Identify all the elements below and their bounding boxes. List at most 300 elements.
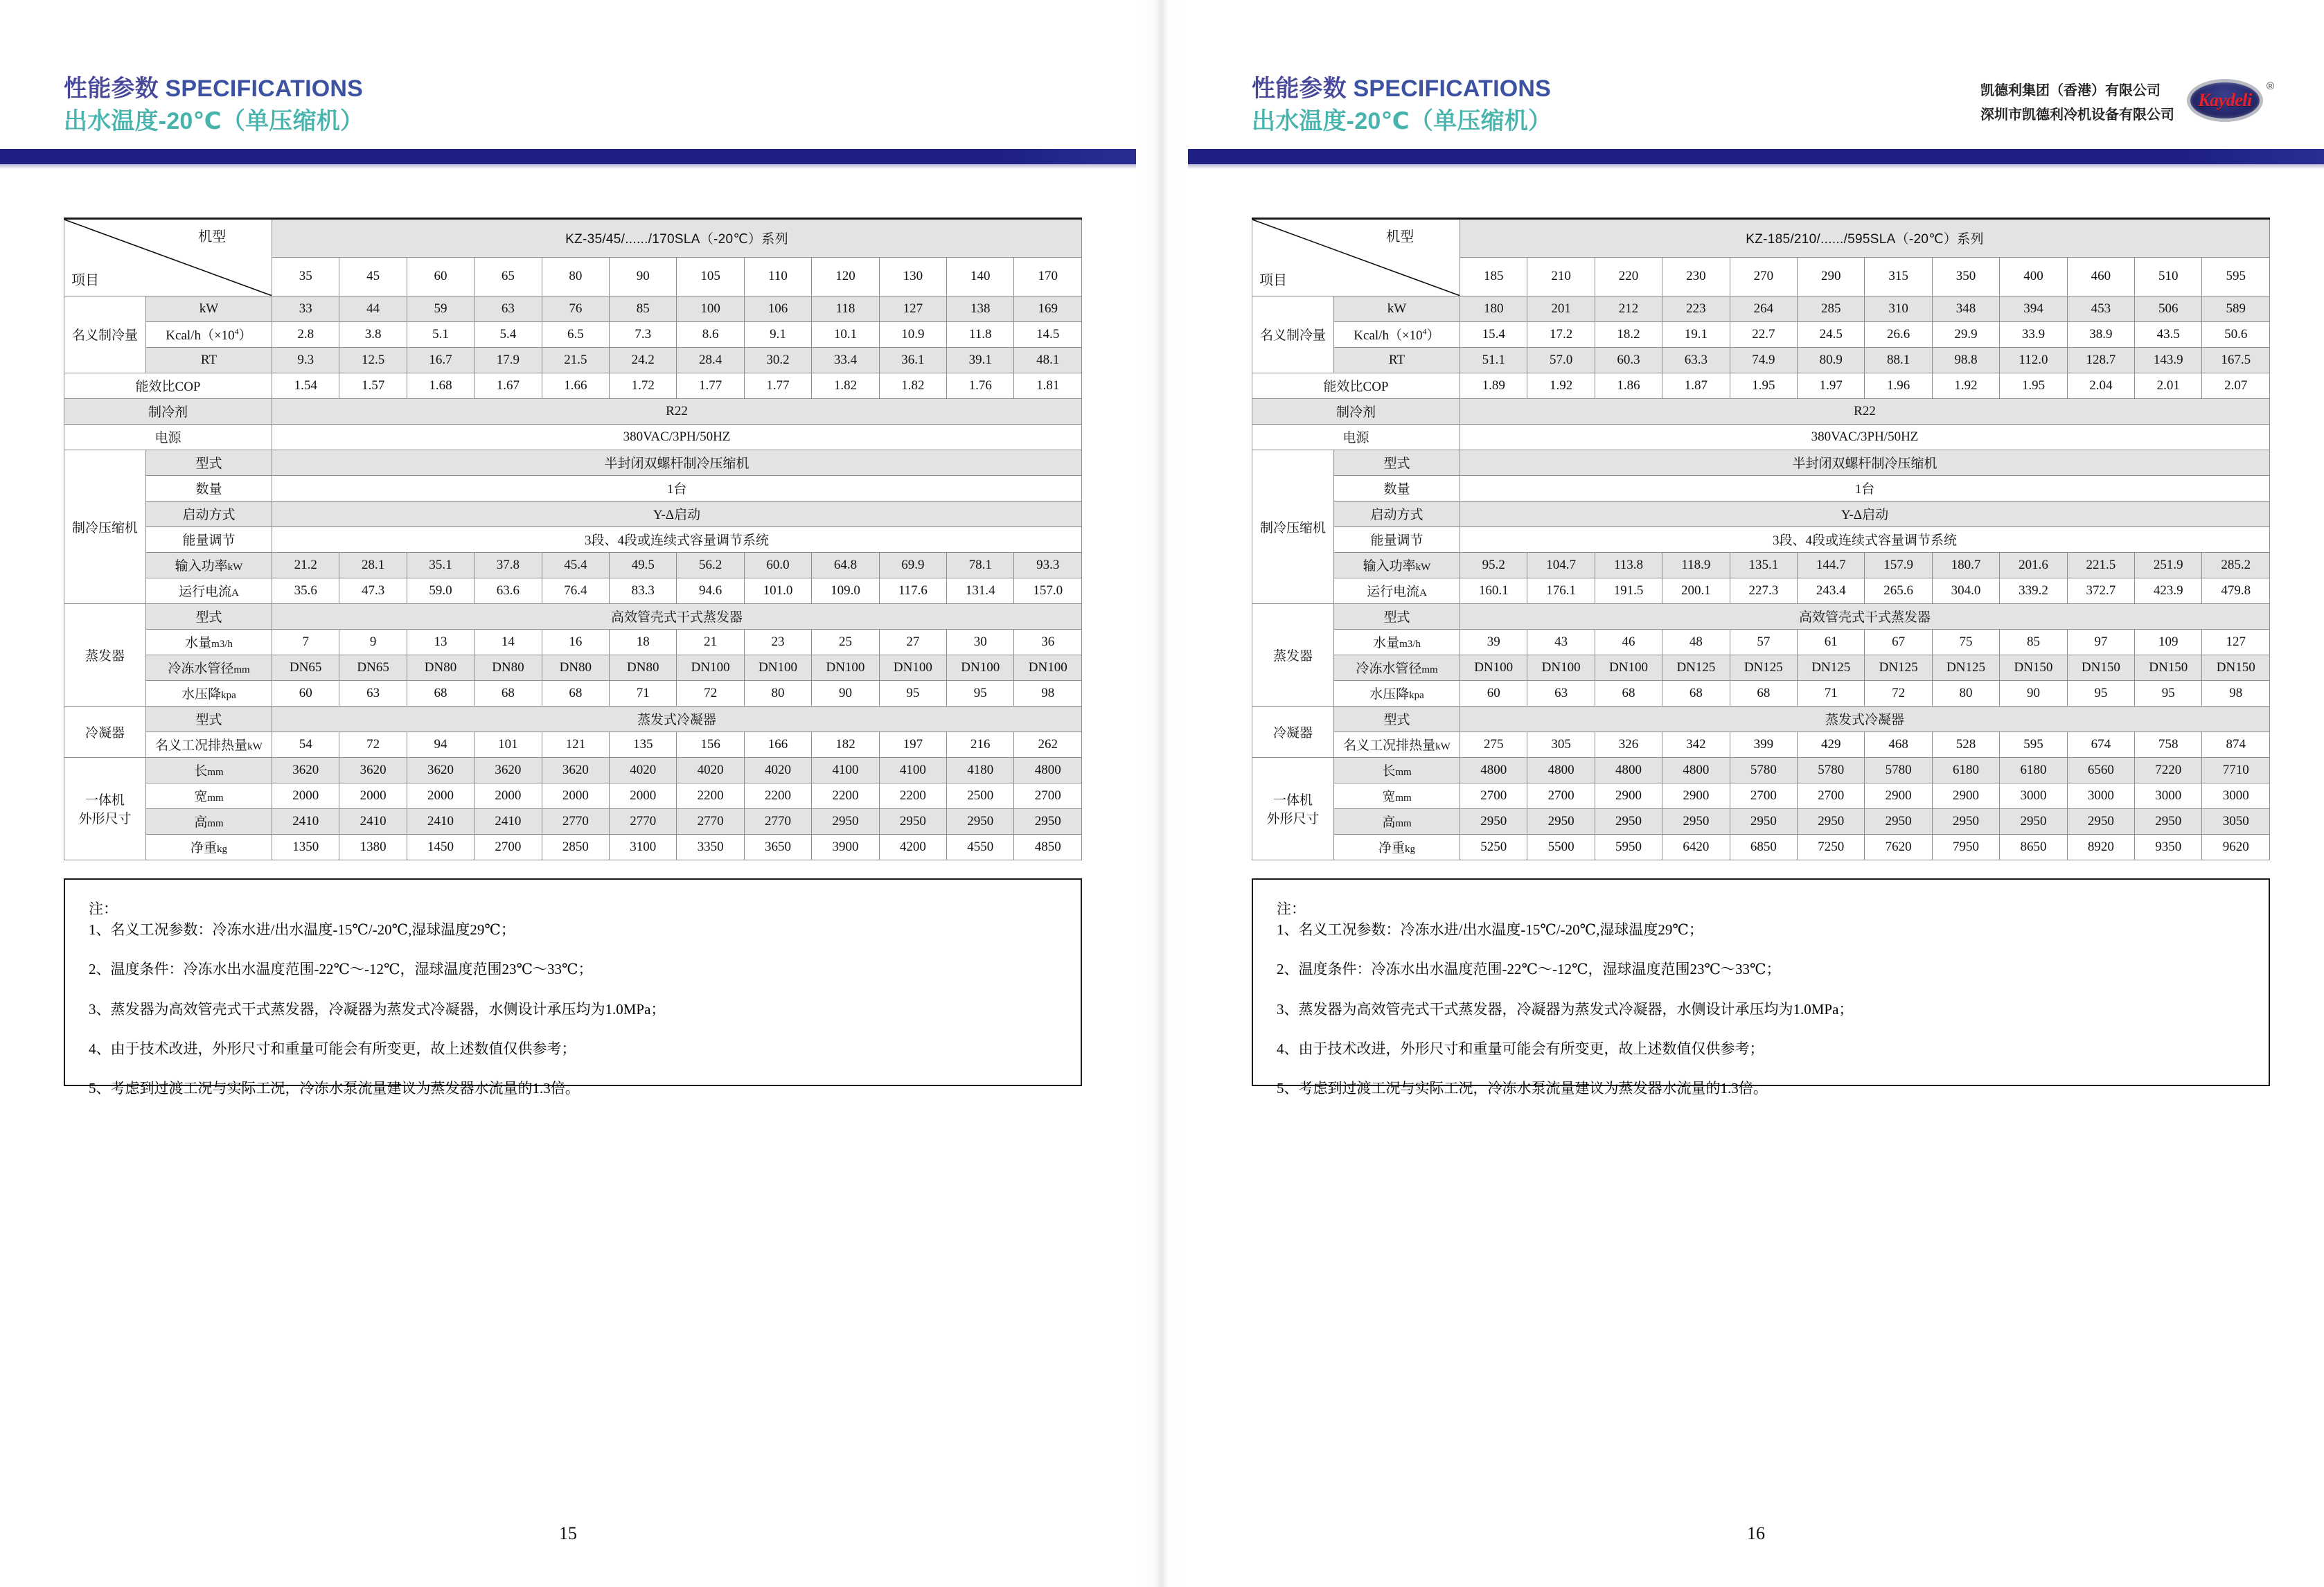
data-cell: 167.5 — [2202, 347, 2270, 373]
data-cell: 30.2 — [744, 347, 811, 373]
data-cell: 5780 — [1730, 757, 1797, 783]
merged-value-cell: R22 — [272, 398, 1082, 424]
data-cell: 7.3 — [610, 321, 677, 347]
model-header-cell: 210 — [1527, 257, 1595, 296]
data-cell: 68 — [474, 680, 542, 706]
data-cell: 5250 — [1460, 834, 1527, 860]
logo-oval-icon — [2187, 79, 2263, 122]
data-cell: 2.8 — [272, 321, 339, 347]
data-cell: 94 — [407, 732, 474, 757]
row-label: 能量调节 — [1334, 526, 1460, 552]
data-cell: 4100 — [879, 757, 946, 783]
section-label-evaporator: 蒸发器 — [64, 603, 146, 706]
data-cell: 85 — [610, 296, 677, 321]
data-cell: 3.8 — [339, 321, 407, 347]
data-cell: 1.86 — [1595, 373, 1662, 398]
data-cell: DN100 — [947, 655, 1014, 680]
table-row — [64, 552, 1082, 578]
merged-value-cell: 380VAC/3PH/50HZ — [272, 424, 1082, 450]
row-label: 制冷剂 — [1252, 398, 1460, 424]
data-cell: 265.6 — [1865, 578, 1932, 603]
table-row — [1252, 757, 2270, 783]
table-row — [1252, 424, 2270, 450]
group-label: 名义制冷量 — [1252, 296, 1334, 373]
row-label: 水量m3/h — [146, 629, 272, 655]
data-cell: 131.4 — [947, 578, 1014, 603]
data-cell: DN65 — [339, 655, 407, 680]
data-cell: 1380 — [339, 834, 407, 860]
data-cell: 275 — [1460, 732, 1527, 757]
page-number: 16 — [1747, 1523, 1765, 1543]
data-cell: 33.4 — [812, 347, 879, 373]
data-cell: 216 — [947, 732, 1014, 757]
data-cell: 4800 — [1595, 757, 1662, 783]
data-cell: DN100 — [1460, 655, 1527, 680]
data-cell: DN80 — [407, 655, 474, 680]
data-cell: DN100 — [744, 655, 811, 680]
data-cell: 72 — [339, 732, 407, 757]
data-cell: 93.3 — [1014, 552, 1082, 578]
model-header-cell: 60 — [407, 257, 474, 296]
merged-value-cell: R22 — [1460, 398, 2270, 424]
data-cell: 4800 — [1014, 757, 1082, 783]
data-cell: 223 — [1662, 296, 1730, 321]
data-cell: 479.8 — [2202, 578, 2270, 603]
data-cell: 33.9 — [2000, 321, 2067, 347]
model-header-cell: 595 — [2202, 257, 2270, 296]
data-cell: 758 — [2135, 732, 2202, 757]
data-cell: 48.1 — [1014, 347, 1082, 373]
data-cell: 191.5 — [1595, 578, 1662, 603]
data-cell: 24.2 — [610, 347, 677, 373]
data-cell: 15.4 — [1460, 321, 1527, 347]
page-number: 15 — [559, 1523, 577, 1543]
note-item: 2、温度条件：冷冻水出水温度范围-22℃～-12℃，湿球温度范围23℃～33℃； — [89, 961, 593, 978]
data-cell: 138 — [947, 296, 1014, 321]
page-subtitle-right: 出水温度-20℃（单压缩机） — [1252, 108, 1552, 135]
model-header-cell: 45 — [339, 257, 407, 296]
table-row — [64, 501, 1082, 526]
data-cell: 39.1 — [947, 347, 1014, 373]
data-cell: 468 — [1865, 732, 1932, 757]
header-bar-shadow-right — [1188, 164, 2324, 169]
table-row — [1252, 834, 2270, 860]
logo-wordmark: Kaydeli — [2198, 90, 2252, 110]
data-cell: 23 — [744, 629, 811, 655]
data-cell: 2700 — [1798, 783, 1865, 808]
data-cell: 339.2 — [2000, 578, 2067, 603]
table-row — [64, 680, 1082, 706]
header-accent-bar-right — [1188, 149, 2324, 164]
data-cell: 6850 — [1730, 834, 1797, 860]
row-label: 高mm — [1334, 808, 1460, 834]
data-cell: 4200 — [879, 834, 946, 860]
data-cell: DN100 — [1014, 655, 1082, 680]
data-cell: 6.5 — [542, 321, 609, 347]
header-bar-shadow — [0, 164, 1136, 169]
data-cell: 2000 — [272, 783, 339, 808]
data-cell: 69.9 — [879, 552, 946, 578]
data-cell: 2700 — [1527, 783, 1595, 808]
company-block — [1980, 75, 2324, 127]
data-cell: 251.9 — [2135, 552, 2202, 578]
data-cell: DN80 — [542, 655, 609, 680]
data-cell: 90 — [812, 680, 879, 706]
page-subtitle: 出水温度-20℃（单压缩机） — [64, 108, 364, 135]
data-cell: 4100 — [812, 757, 879, 783]
data-cell: 54 — [272, 732, 339, 757]
section-label-condenser: 冷凝器 — [64, 706, 146, 757]
data-cell: 160.1 — [1460, 578, 1527, 603]
data-cell: 35.6 — [272, 578, 339, 603]
data-cell: 43.5 — [2135, 321, 2202, 347]
data-cell: 85 — [2000, 629, 2067, 655]
data-cell: 3900 — [812, 834, 879, 860]
data-cell: 59 — [407, 296, 474, 321]
table-row — [1252, 450, 2270, 475]
data-cell: 1.57 — [339, 373, 407, 398]
data-cell: 2950 — [1865, 808, 1932, 834]
data-cell: 2950 — [1798, 808, 1865, 834]
data-cell: 61 — [1798, 629, 1865, 655]
data-cell: 3000 — [2067, 783, 2134, 808]
data-cell: 3620 — [272, 757, 339, 783]
data-cell: 348 — [1932, 296, 1999, 321]
data-cell: 95 — [947, 680, 1014, 706]
row-label: 冷冻水管径mm — [146, 655, 272, 680]
data-cell: 2200 — [677, 783, 744, 808]
table-row — [1252, 398, 2270, 424]
table-row — [64, 424, 1082, 450]
data-cell: 4020 — [610, 757, 677, 783]
merged-value-cell: Y-Δ启动 — [272, 501, 1082, 526]
row-label: 型式 — [1334, 450, 1460, 475]
data-cell: 264 — [1730, 296, 1797, 321]
data-cell: 6180 — [2000, 757, 2067, 783]
data-cell: 128.7 — [2067, 347, 2134, 373]
section-label-condenser: 冷凝器 — [1252, 706, 1334, 757]
spec-table — [1252, 218, 2270, 860]
data-cell: 121 — [542, 732, 609, 757]
table-corner-cell: 机型 项目 — [64, 218, 272, 296]
data-cell: 16.7 — [407, 347, 474, 373]
model-header-cell: 120 — [812, 257, 879, 296]
data-cell: 100 — [677, 296, 744, 321]
table-row — [1252, 603, 2270, 629]
model-header-cell: 65 — [474, 257, 542, 296]
data-cell: 12.5 — [339, 347, 407, 373]
group-label: 名义制冷量 — [64, 296, 146, 373]
data-cell: 2900 — [1865, 783, 1932, 808]
table-row — [64, 603, 1082, 629]
section-label-compressor: 制冷压缩机 — [64, 450, 146, 603]
data-cell: 106 — [744, 296, 811, 321]
merged-value-cell: 1台 — [272, 475, 1082, 501]
data-cell: 1.95 — [1730, 373, 1797, 398]
header-accent-bar — [0, 149, 1136, 164]
data-cell: 39 — [1460, 629, 1527, 655]
table-row — [64, 732, 1082, 757]
data-cell: 50.6 — [2202, 321, 2270, 347]
company-names — [1980, 79, 2174, 127]
table-row — [1252, 501, 2270, 526]
data-cell: 1.68 — [407, 373, 474, 398]
data-cell: 10.9 — [879, 321, 946, 347]
data-cell: 1.95 — [2000, 373, 2067, 398]
data-cell: DN125 — [1865, 655, 1932, 680]
page-gutter — [1136, 0, 1188, 1587]
row-label: 宽mm — [1334, 783, 1460, 808]
row-label: kW — [1334, 296, 1460, 321]
page-title-right: 性能参数 SPECIFICATIONS — [1252, 76, 1551, 102]
data-cell: 212 — [1595, 296, 1662, 321]
data-cell: 43 — [1527, 629, 1595, 655]
row-label: Kcal/$h(\times 10^4)$ — [146, 321, 272, 347]
data-cell: 63 — [339, 680, 407, 706]
data-cell: 11.8 — [947, 321, 1014, 347]
data-cell: 2410 — [339, 808, 407, 834]
data-cell: 113.8 — [1595, 552, 1662, 578]
row-label: 净重kg — [146, 834, 272, 860]
data-cell: 68 — [542, 680, 609, 706]
notes-title: 注： — [1277, 900, 1306, 917]
merged-value-cell: 蒸发式冷凝器 — [272, 706, 1082, 732]
data-cell: 2000 — [610, 783, 677, 808]
data-cell: 60 — [1460, 680, 1527, 706]
data-cell: 63 — [1527, 680, 1595, 706]
data-cell: DN125 — [1932, 655, 1999, 680]
data-cell: 10.1 — [812, 321, 879, 347]
data-cell: 243.4 — [1798, 578, 1865, 603]
data-cell: 95 — [879, 680, 946, 706]
data-cell: 4180 — [947, 757, 1014, 783]
data-cell: 78.1 — [947, 552, 1014, 578]
data-cell: 59.0 — [407, 578, 474, 603]
row-label: Kcal/$h(\times 10^4)$ — [1334, 321, 1460, 347]
row-label: 型式 — [1334, 706, 1460, 732]
data-cell: 8920 — [2067, 834, 2134, 860]
data-cell: 68 — [407, 680, 474, 706]
merged-value-cell: 380VAC/3PH/50HZ — [1460, 424, 2270, 450]
data-cell: 1.89 — [1460, 373, 1527, 398]
data-cell: 180 — [1460, 296, 1527, 321]
data-cell: 75 — [1932, 629, 1999, 655]
row-label: kW — [146, 296, 272, 321]
data-cell: 157.0 — [1014, 578, 1082, 603]
data-cell: 310 — [1865, 296, 1932, 321]
data-cell: 80.9 — [1798, 347, 1865, 373]
row-label: 输入功率kW — [1334, 552, 1460, 578]
series-title-cell: KZ-35/45/....../170SLA（-20℃）系列 — [272, 218, 1082, 257]
row-label: RT — [1334, 347, 1460, 373]
table-row — [1252, 629, 2270, 655]
page-right — [1188, 0, 2324, 1587]
data-cell: DN100 — [812, 655, 879, 680]
data-cell: 18.2 — [1595, 321, 1662, 347]
data-cell: 285.2 — [2202, 552, 2270, 578]
data-cell: 2.07 — [2202, 373, 2270, 398]
note-item: 5、考虑到过渡工况与实际工况，冷冻水泵流量建议为蒸发器水流量的1.3倍。 — [1277, 1080, 1768, 1097]
data-cell: 109.0 — [812, 578, 879, 603]
data-cell: 1.72 — [610, 373, 677, 398]
row-label: 启动方式 — [1334, 501, 1460, 526]
data-cell: 71 — [610, 680, 677, 706]
data-cell: DN150 — [2202, 655, 2270, 680]
model-header-cell: 400 — [2000, 257, 2067, 296]
page-left — [0, 0, 1136, 1587]
data-cell: DN100 — [1595, 655, 1662, 680]
data-cell: 2410 — [407, 808, 474, 834]
data-cell: 95 — [2135, 680, 2202, 706]
data-cell: 98.8 — [1932, 347, 1999, 373]
data-cell: 528 — [1932, 732, 1999, 757]
table-row — [64, 629, 1082, 655]
data-cell: 29.9 — [1932, 321, 1999, 347]
data-cell: DN100 — [1527, 655, 1595, 680]
table-row — [1252, 347, 2270, 373]
data-cell: 1.96 — [1865, 373, 1932, 398]
data-cell: 6180 — [1932, 757, 1999, 783]
row-label: 型式 — [146, 706, 272, 732]
data-cell: 1.54 — [272, 373, 339, 398]
data-cell: 7 — [272, 629, 339, 655]
data-cell: 17.9 — [474, 347, 542, 373]
data-cell: 60.3 — [1595, 347, 1662, 373]
page-header-right — [1188, 0, 2324, 169]
data-cell: 14 — [474, 629, 542, 655]
data-cell: DN100 — [677, 655, 744, 680]
data-cell: 2950 — [1527, 808, 1595, 834]
data-cell: 169 — [1014, 296, 1082, 321]
data-cell: 83.3 — [610, 578, 677, 603]
merged-value-cell: 高效管壳式干式蒸发器 — [272, 603, 1082, 629]
row-label: 净重kg — [1334, 834, 1460, 860]
merged-value-cell: 1台 — [1460, 475, 2270, 501]
data-cell: 76.4 — [542, 578, 609, 603]
model-header-cell: 90 — [610, 257, 677, 296]
data-cell: 1.77 — [744, 373, 811, 398]
row-label: 能效比COP — [1252, 373, 1460, 398]
table-row — [1252, 475, 2270, 501]
data-cell: 143.9 — [2135, 347, 2202, 373]
data-cell: 399 — [1730, 732, 1797, 757]
row-label: 运行电流A — [1334, 578, 1460, 603]
data-cell: 2500 — [947, 783, 1014, 808]
data-cell: 9.1 — [744, 321, 811, 347]
data-cell: 9 — [339, 629, 407, 655]
data-cell: 13 — [407, 629, 474, 655]
data-cell: 60 — [272, 680, 339, 706]
merged-value-cell: 蒸发式冷凝器 — [1460, 706, 2270, 732]
data-cell: 46 — [1595, 629, 1662, 655]
data-cell: 68 — [1595, 680, 1662, 706]
data-cell: 1.67 — [474, 373, 542, 398]
data-cell: 2000 — [407, 783, 474, 808]
data-cell: 2000 — [542, 783, 609, 808]
spec-table-wrapper-left — [0, 169, 1136, 860]
data-cell: DN150 — [2135, 655, 2202, 680]
data-cell: 72 — [677, 680, 744, 706]
data-cell: DN150 — [2067, 655, 2134, 680]
table-row — [64, 783, 1082, 808]
data-cell: 21.5 — [542, 347, 609, 373]
registered-trademark-icon: ® — [2266, 80, 2274, 92]
table-row — [1252, 526, 2270, 552]
data-cell: 24.5 — [1798, 321, 1865, 347]
data-cell: 90 — [2000, 680, 2067, 706]
row-label: 水量m3/h — [1334, 629, 1460, 655]
data-cell: DN80 — [474, 655, 542, 680]
section-label-evaporator: 蒸发器 — [1252, 603, 1334, 706]
data-cell: 2200 — [879, 783, 946, 808]
data-cell: 3620 — [474, 757, 542, 783]
data-cell: 127 — [879, 296, 946, 321]
section-label-dimensions: 一体机 外形尺寸 — [64, 757, 146, 860]
data-cell: 372.7 — [2067, 578, 2134, 603]
page-header-left — [0, 0, 1136, 169]
data-cell: 48 — [1662, 629, 1730, 655]
data-cell: DN125 — [1730, 655, 1797, 680]
data-cell: 101.0 — [744, 578, 811, 603]
model-header-cell: 110 — [744, 257, 811, 296]
data-cell: 68 — [1730, 680, 1797, 706]
model-header-cell: 140 — [947, 257, 1014, 296]
data-cell: 80 — [744, 680, 811, 706]
data-cell: 95 — [2067, 680, 2134, 706]
note-item: 3、蒸发器为高效管壳式干式蒸发器，冷凝器为蒸发式冷凝器，水侧设计承压均为1.0MPa； — [1277, 1000, 1854, 1018]
data-cell: 68 — [1662, 680, 1730, 706]
section-label-dimensions: 一体机 外形尺寸 — [1252, 757, 1334, 860]
data-cell: 1.66 — [542, 373, 609, 398]
model-header-cell: 80 — [542, 257, 609, 296]
note-item: 3、蒸发器为高效管壳式干式蒸发器，冷凝器为蒸发式冷凝器，水侧设计承压均为1.0MPa； — [89, 1000, 666, 1018]
data-cell: 60.0 — [744, 552, 811, 578]
notes-title: 注： — [89, 900, 118, 917]
data-cell: 2000 — [339, 783, 407, 808]
model-header-cell: 315 — [1865, 257, 1932, 296]
data-cell: 135 — [610, 732, 677, 757]
data-cell: 56.2 — [677, 552, 744, 578]
data-cell: 2200 — [744, 783, 811, 808]
row-label: 宽mm — [146, 783, 272, 808]
data-cell: 4800 — [1662, 757, 1730, 783]
data-cell: 182 — [812, 732, 879, 757]
table-row — [1252, 321, 2270, 347]
row-label: 输入功率kW — [146, 552, 272, 578]
table-row — [64, 450, 1082, 475]
data-cell: 8650 — [2000, 834, 2067, 860]
data-cell: 285 — [1798, 296, 1865, 321]
data-cell: 4800 — [1527, 757, 1595, 783]
data-cell: 3000 — [2000, 783, 2067, 808]
row-label: 水压降kpa — [1334, 680, 1460, 706]
data-cell: 57 — [1730, 629, 1797, 655]
data-cell: 1.92 — [1527, 373, 1595, 398]
row-label: 型式 — [146, 603, 272, 629]
data-cell: 37.8 — [474, 552, 542, 578]
model-header-cell: 460 — [2067, 257, 2134, 296]
data-cell: 3100 — [610, 834, 677, 860]
model-header-cell: 220 — [1595, 257, 1662, 296]
model-header-cell: 105 — [677, 257, 744, 296]
row-label: 名义工况排热量kW — [146, 732, 272, 757]
data-cell: 180.7 — [1932, 552, 1999, 578]
row-label: 数量 — [146, 475, 272, 501]
data-cell: 5.4 — [474, 321, 542, 347]
merged-value-cell: Y-Δ启动 — [1460, 501, 2270, 526]
data-cell: 3000 — [2202, 783, 2270, 808]
data-cell: 4550 — [947, 834, 1014, 860]
